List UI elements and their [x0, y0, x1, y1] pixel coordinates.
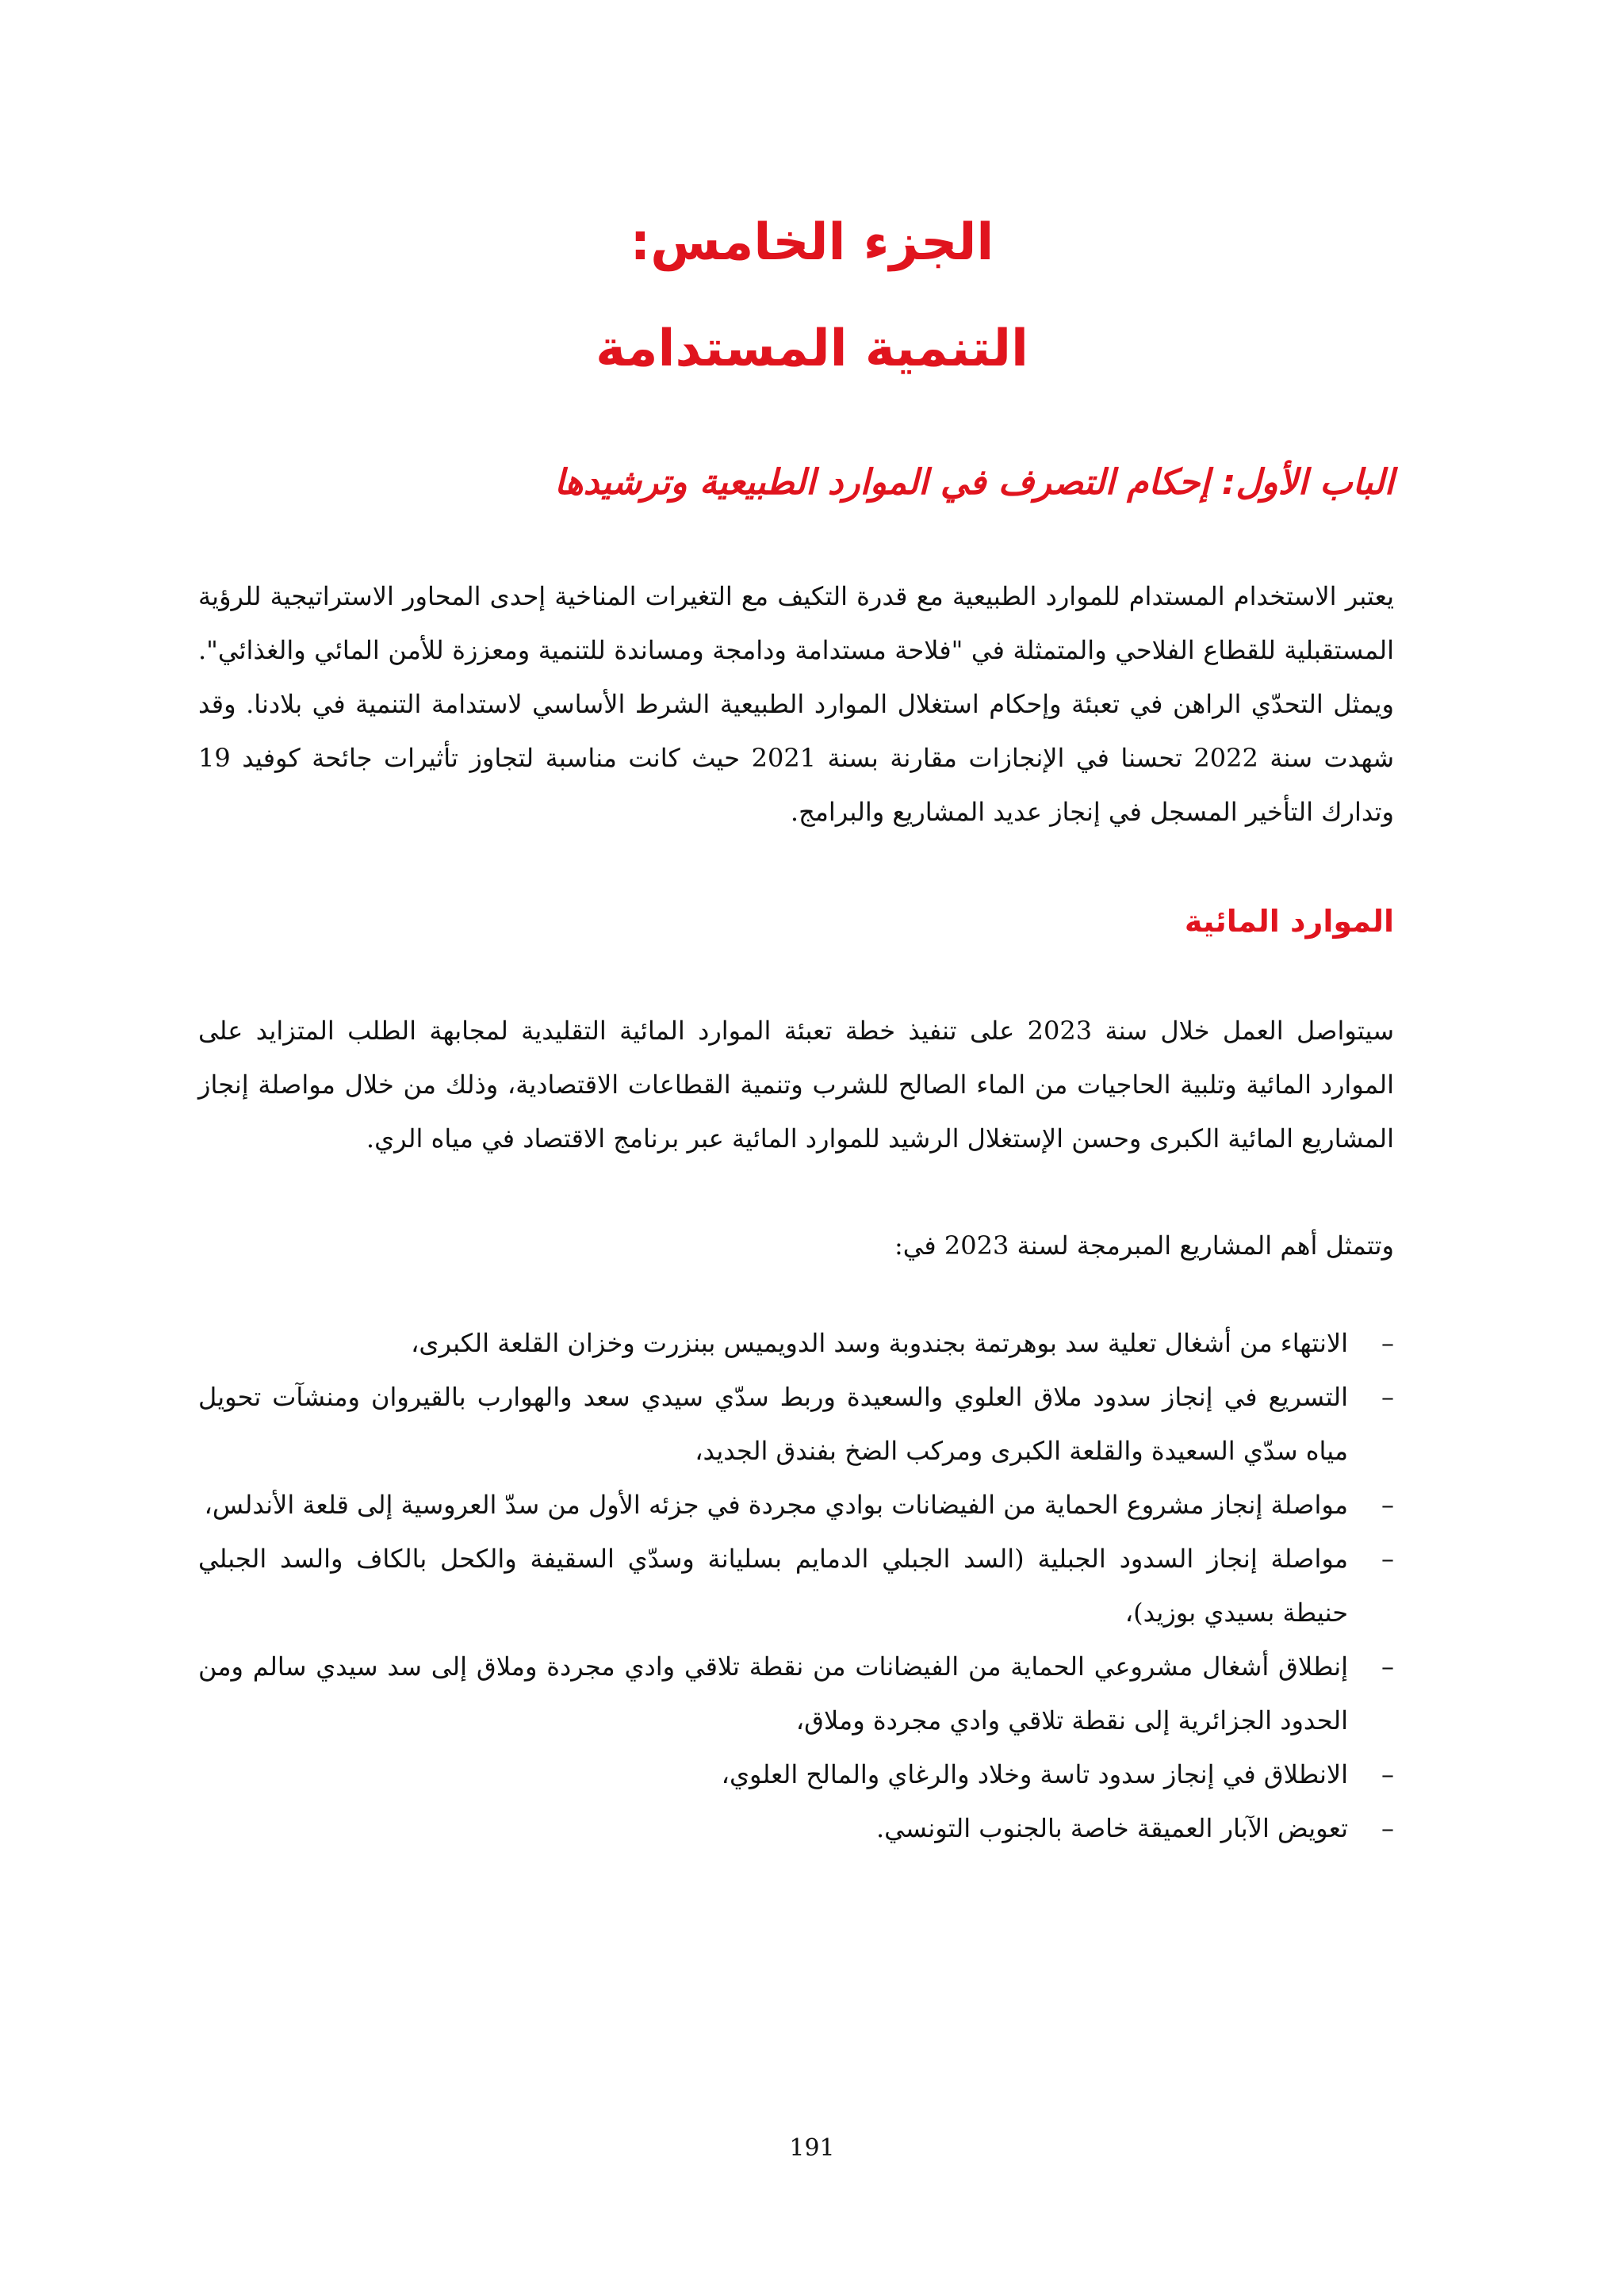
page-number: 191 — [789, 2134, 835, 2162]
list-bullet: – — [1381, 1651, 1394, 1682]
list-item — [198, 1532, 1394, 1640]
list-bullet: – — [1381, 1490, 1394, 1520]
list-item-text: التسريع في إنجاز سدود ملاق العلوي والسعيدة وربط سدّي سيدي سعد والهوارب بالقيروان ومنشآت تحويل مياه سدّي السعيدة والقلعة الكبرى ومركب الضخ بفندق الجديد، — [198, 1382, 1349, 1466]
list-bullet: – — [1381, 1328, 1394, 1358]
list-item-text: الانتهاء من أشغال تعلية سد بوهرتمة بجندوبة وسد الدويميس ببنزرت وخزان القلعة الكبرى، — [411, 1328, 1348, 1358]
projects-list — [198, 1316, 1394, 1855]
list-item — [198, 1316, 1394, 1370]
list-item — [198, 1370, 1394, 1478]
list-item-text: مواصلة إنجاز مشروع الحماية من الفيضانات بوادي مجردة في جزئه الأول من سدّ العروسية إلى قلعة الأندلس، — [204, 1490, 1348, 1520]
projects-list-lead: وتتمثل أهم المشاريع المبرمجة لسنة 2023 في: — [894, 1230, 1394, 1261]
list-item-text: إنطلاق أشغال مشروعي الحماية من الفيضانات من نقطة تلاقي وادي مجردة وملاق إلى سد سيدي سالم ومن الحدود الجزائرية إلى نقطة تلاقي وادي مجردة وملاق، — [198, 1651, 1348, 1735]
list-item — [198, 1478, 1394, 1532]
chapter-title: الباب الأول: إحكام التصرف في الموارد الطبيعية وترشيدها — [554, 462, 1394, 503]
part-subtitle: التنمية المستدامة — [596, 320, 1028, 378]
intro-paragraph: يعتبر الاستخدام المستدام للموارد الطبيعية مع قدرة التكيف مع التغيرات المناخية إحدى المحاور الاستراتيجية للرؤية المستقبلية للقطاع الفلاحي والمتمثلة في "فلاحة مستدامة ودامجة ومساندة للتنمية ومعززة للأمن المائي والغذائي". ويمثل التحدّي الراهن في تعبئة وإحكام استغلال الموارد الطبيعية الشرط الأساسي لاستدامة التنمية في بلادنا. وقد شهدت سنة 2022 تحسنا في الإنجازات مقارنة بسنة 2021 حيث كانت مناسبة لتجاوز تأثيرات جائحة كوفيد 19 وتدارك التأخير المسجل في إنجاز عديد المشاريع والبرامج. — [198, 581, 1395, 827]
part-title: الجزء الخامس: — [630, 213, 994, 272]
list-bullet: – — [1381, 1382, 1394, 1412]
list-item-text: الانطلاق في إنجاز سدود تاسة وخلاد والرغاي والمالح العلوي، — [721, 1759, 1348, 1789]
water-resources-paragraph: سيتواصل العمل خلال سنة 2023 على تنفيذ خطة تعبئة الموارد المائية التقليدية لمجابهة الطلب المتزايد على الموارد المائية وتلبية الحاجيات من الماء الصالح للشرب وتنمية القطاعات الاقتصادية، وذلك من خلال مواصلة إنجاز المشاريع المائية الكبرى وحسن الإستغلال الرشيد للموارد المائية عبر برنامج الاقتصاد في مياه الري. — [198, 1016, 1395, 1154]
list-bullet: – — [1381, 1813, 1394, 1843]
list-item-text: تعويض الآبار العميقة خاصة بالجنوب التونسي. — [875, 1813, 1348, 1843]
list-item — [198, 1640, 1394, 1747]
list-item — [198, 1747, 1394, 1801]
section-title-water-resources: الموارد المائية — [1184, 904, 1394, 939]
list-item — [198, 1801, 1394, 1855]
list-bullet: – — [1381, 1544, 1394, 1574]
list-item-text: مواصلة إنجاز السدود الجبلية (السد الجبلي الدمايم بسليانة وسدّي السقيفة والكحل بالكاف والسد الجبلي حنيطة بسيدي بوزيد)، — [198, 1544, 1349, 1628]
list-bullet: – — [1381, 1759, 1394, 1789]
